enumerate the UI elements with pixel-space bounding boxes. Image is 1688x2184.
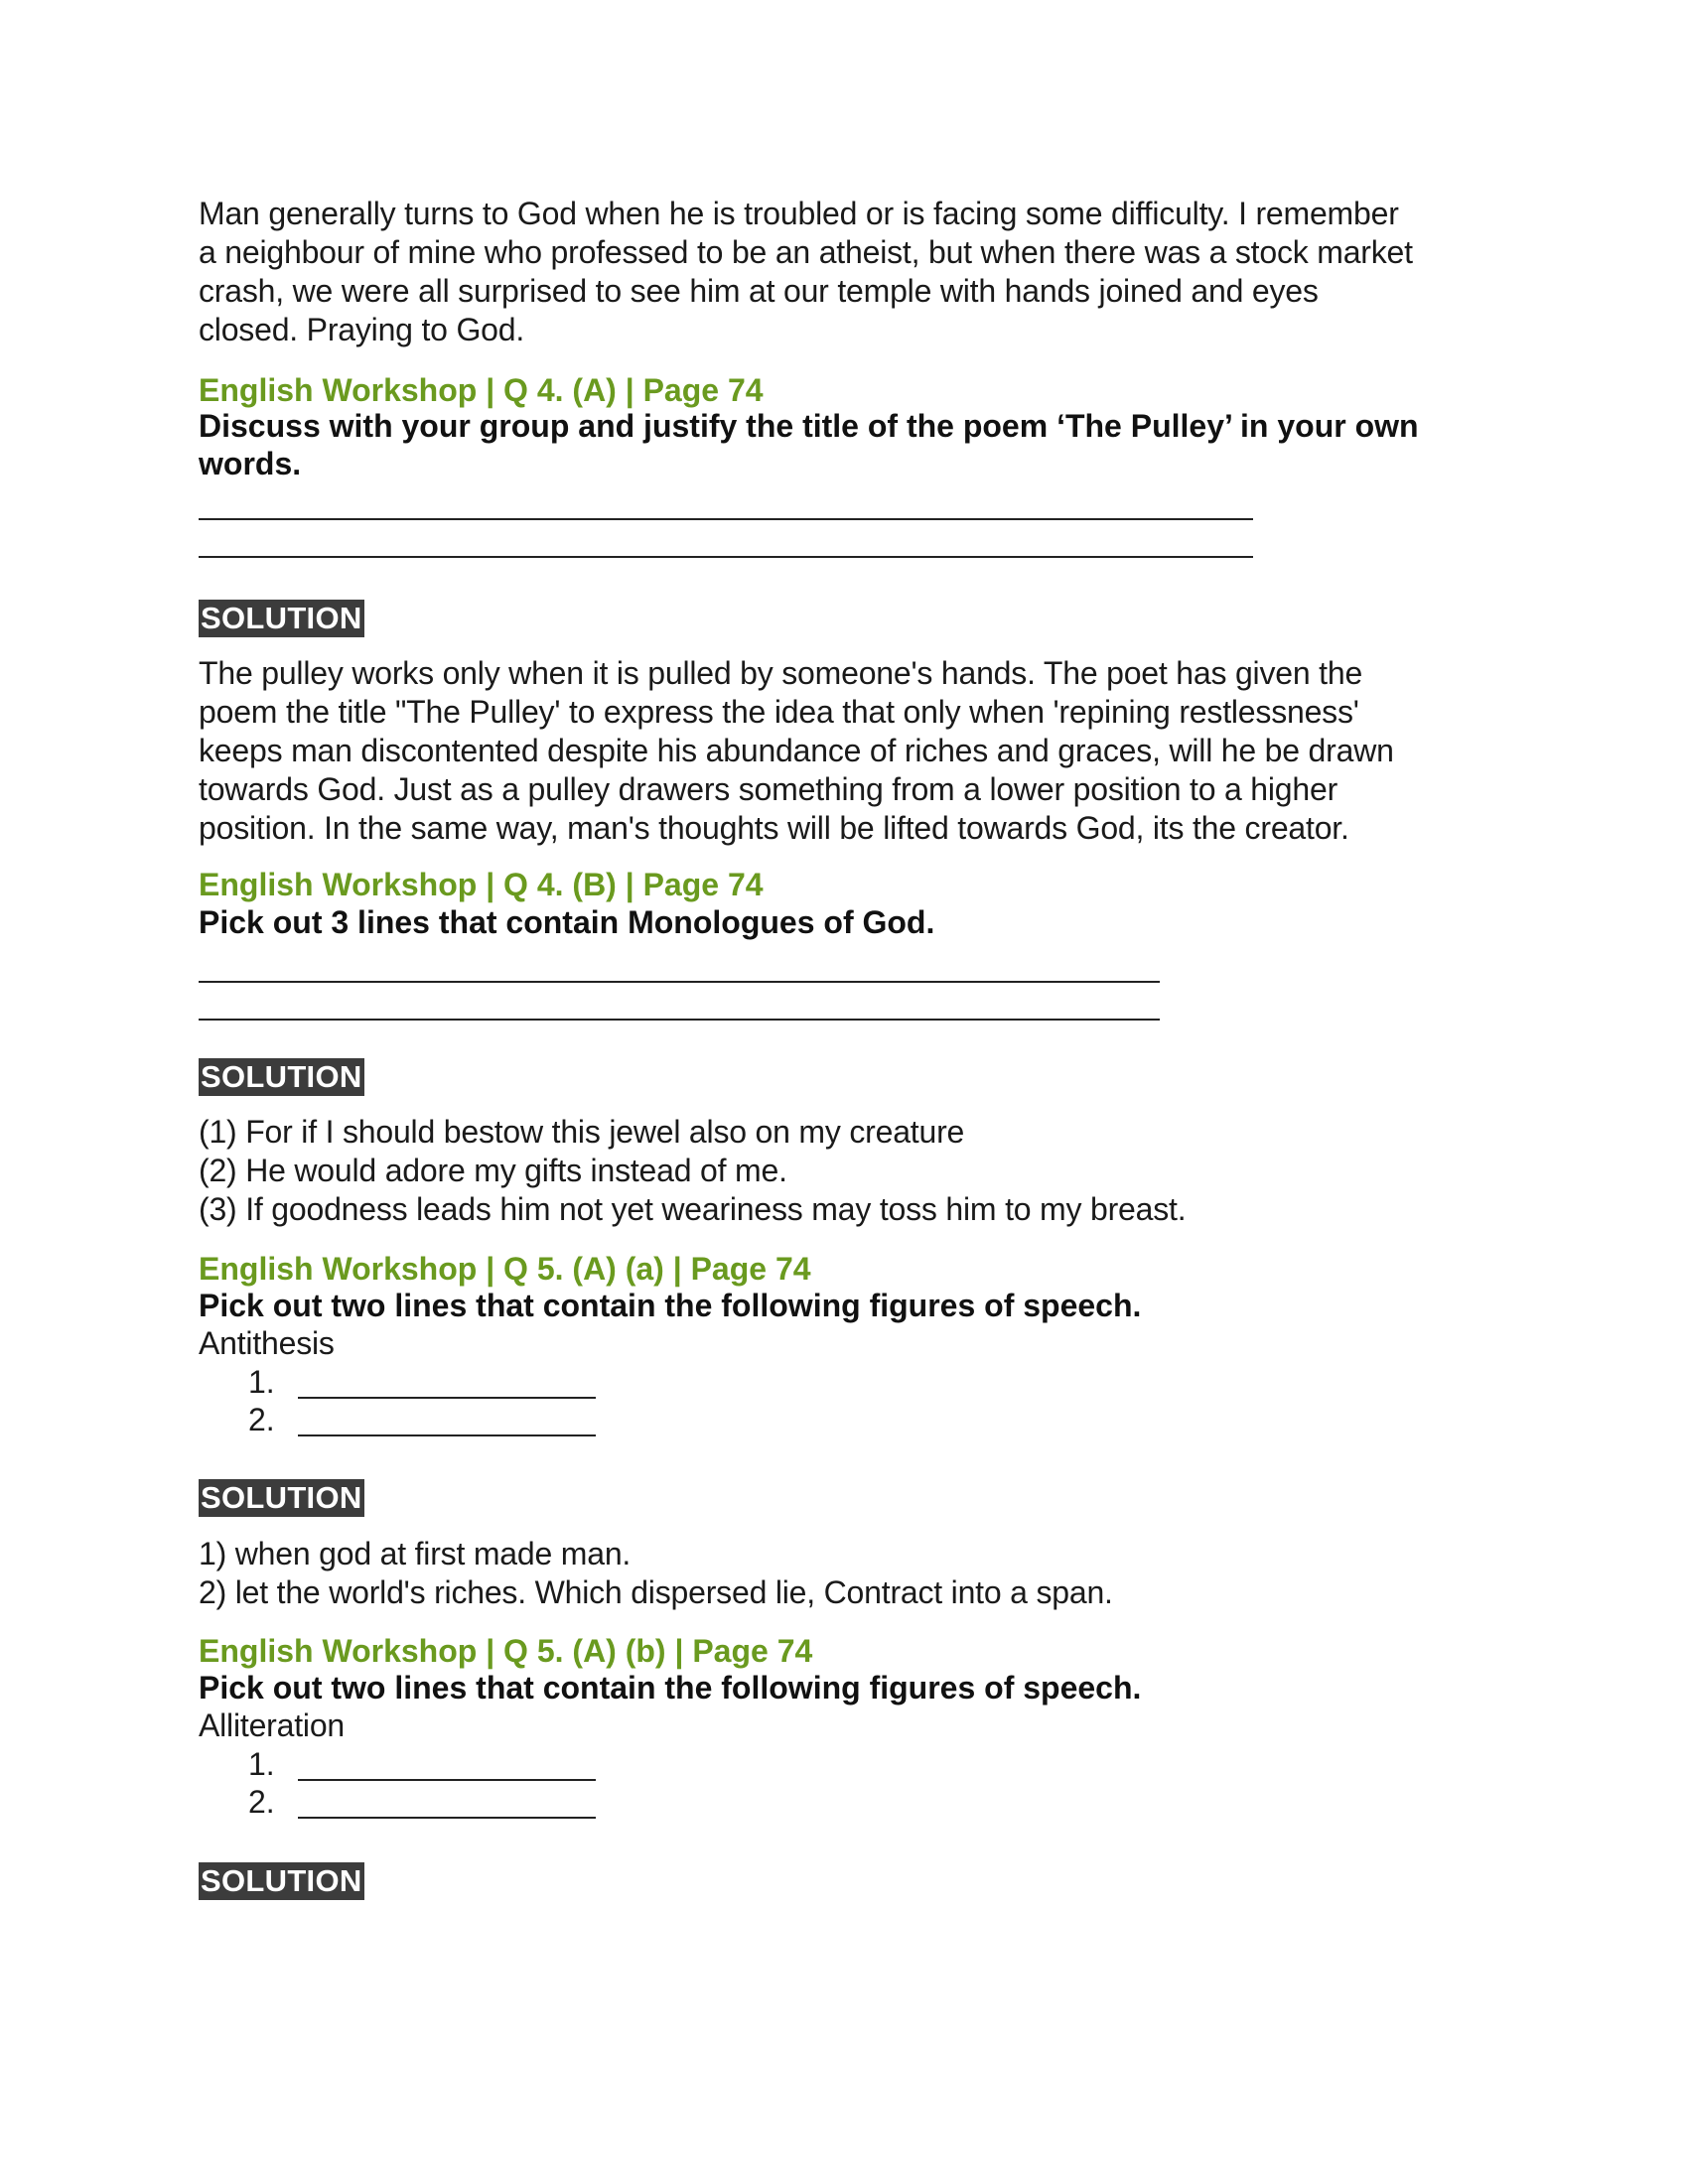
answer-line-text: towards God. Just as a pulley drawers something from a lower position to a higher	[199, 771, 1338, 807]
solution-label: SOLUTION	[201, 1863, 362, 1898]
answer-line-text: The pulley works only when it is pulled by someone's hands. The poet has given the	[199, 655, 1363, 691]
q2-answer	[199, 1113, 1186, 1229]
solution-label: SOLUTION	[201, 1480, 362, 1515]
answer-blank-line	[199, 518, 1253, 520]
answer-line-text: keeps man discontented despite his abundance of riches and graces, will he be drawn	[199, 733, 1394, 768]
q1-question-line: words.	[199, 446, 302, 481]
q4-figure-label: Alliteration	[199, 1707, 346, 1743]
intro-line: Man generally turns to God when he is troubled or is facing some difficulty. I remember	[199, 196, 1399, 231]
q3-heading: English Workshop | Q 5. (A) (a) | Page 74	[199, 1251, 811, 1287]
q4-question	[199, 1669, 1141, 1706]
solution-label: SOLUTION	[201, 601, 362, 635]
q1-heading: English Workshop | Q 4. (A) | Page 74	[199, 372, 764, 408]
q3-figure-label: Antithesis	[199, 1325, 335, 1361]
q1-answer	[199, 654, 1394, 848]
q2-question-line: Pick out 3 lines that contain Monologues of God.	[199, 904, 935, 940]
fill-blank-line	[298, 1434, 596, 1436]
answer-line-text: 2) let the world's riches. Which dispersed lie, Contract into a span.	[199, 1574, 1113, 1610]
q4-heading: English Workshop | Q 5. (A) (b) | Page 74	[199, 1633, 813, 1669]
answer-line-text: (3) If goodness leads him not yet weariness may toss him to my breast.	[199, 1191, 1187, 1227]
fill-blank-line	[298, 1397, 596, 1399]
intro-line: closed. Praying to God.	[199, 312, 525, 347]
intro-line: a neighbour of mine who professed to be an atheist, but when there was a stock market	[199, 234, 1413, 270]
blank-number: 1.	[248, 1746, 275, 1782]
fill-blank-line	[298, 1779, 596, 1781]
answer-line-text: poem the title "The Pulley' to express the idea that only when 'repining restlessness'	[199, 694, 1359, 730]
blank-number: 2.	[248, 1402, 275, 1437]
q2-question	[199, 903, 934, 941]
answer-line-text: (1) For if I should bestow this jewel also on my creature	[199, 1114, 965, 1150]
answer-line-text: 1) when god at first made man.	[199, 1536, 632, 1571]
blank-number: 1.	[248, 1364, 275, 1400]
fill-blank-line	[298, 1817, 596, 1819]
answer-blank-line	[199, 1019, 1160, 1021]
q1-question	[199, 407, 1509, 482]
fill-blank-row	[199, 1401, 695, 1438]
answer-blank-line	[199, 556, 1253, 558]
intro-line: crash, we were all surprised to see him at our temple with hands joined and eyes	[199, 273, 1319, 309]
q2-heading: English Workshop | Q 4. (B) | Page 74	[199, 867, 764, 902]
answer-line-text: (2) He would adore my gifts instead of me.	[199, 1153, 787, 1188]
q3-question	[199, 1287, 1141, 1324]
fill-blank-row	[199, 1363, 695, 1401]
q3-answer	[199, 1535, 1113, 1612]
answer-blank-line	[199, 981, 1160, 983]
q4-question-line: Pick out two lines that contain the following figures of speech.	[199, 1670, 1142, 1706]
fill-blank-row	[199, 1745, 695, 1783]
solution-label: SOLUTION	[201, 1059, 362, 1094]
blank-number: 2.	[248, 1784, 275, 1820]
q1-question-line: Discuss with your group and justify the title of the poem ‘The Pulley’ in your own	[199, 408, 1419, 444]
q3-question-line: Pick out two lines that contain the following figures of speech.	[199, 1288, 1142, 1323]
answer-line-text: position. In the same way, man's thoughts will be lifted towards God, its the creator.	[199, 810, 1349, 846]
fill-blank-row	[199, 1783, 695, 1821]
intro-paragraph	[199, 195, 1413, 349]
